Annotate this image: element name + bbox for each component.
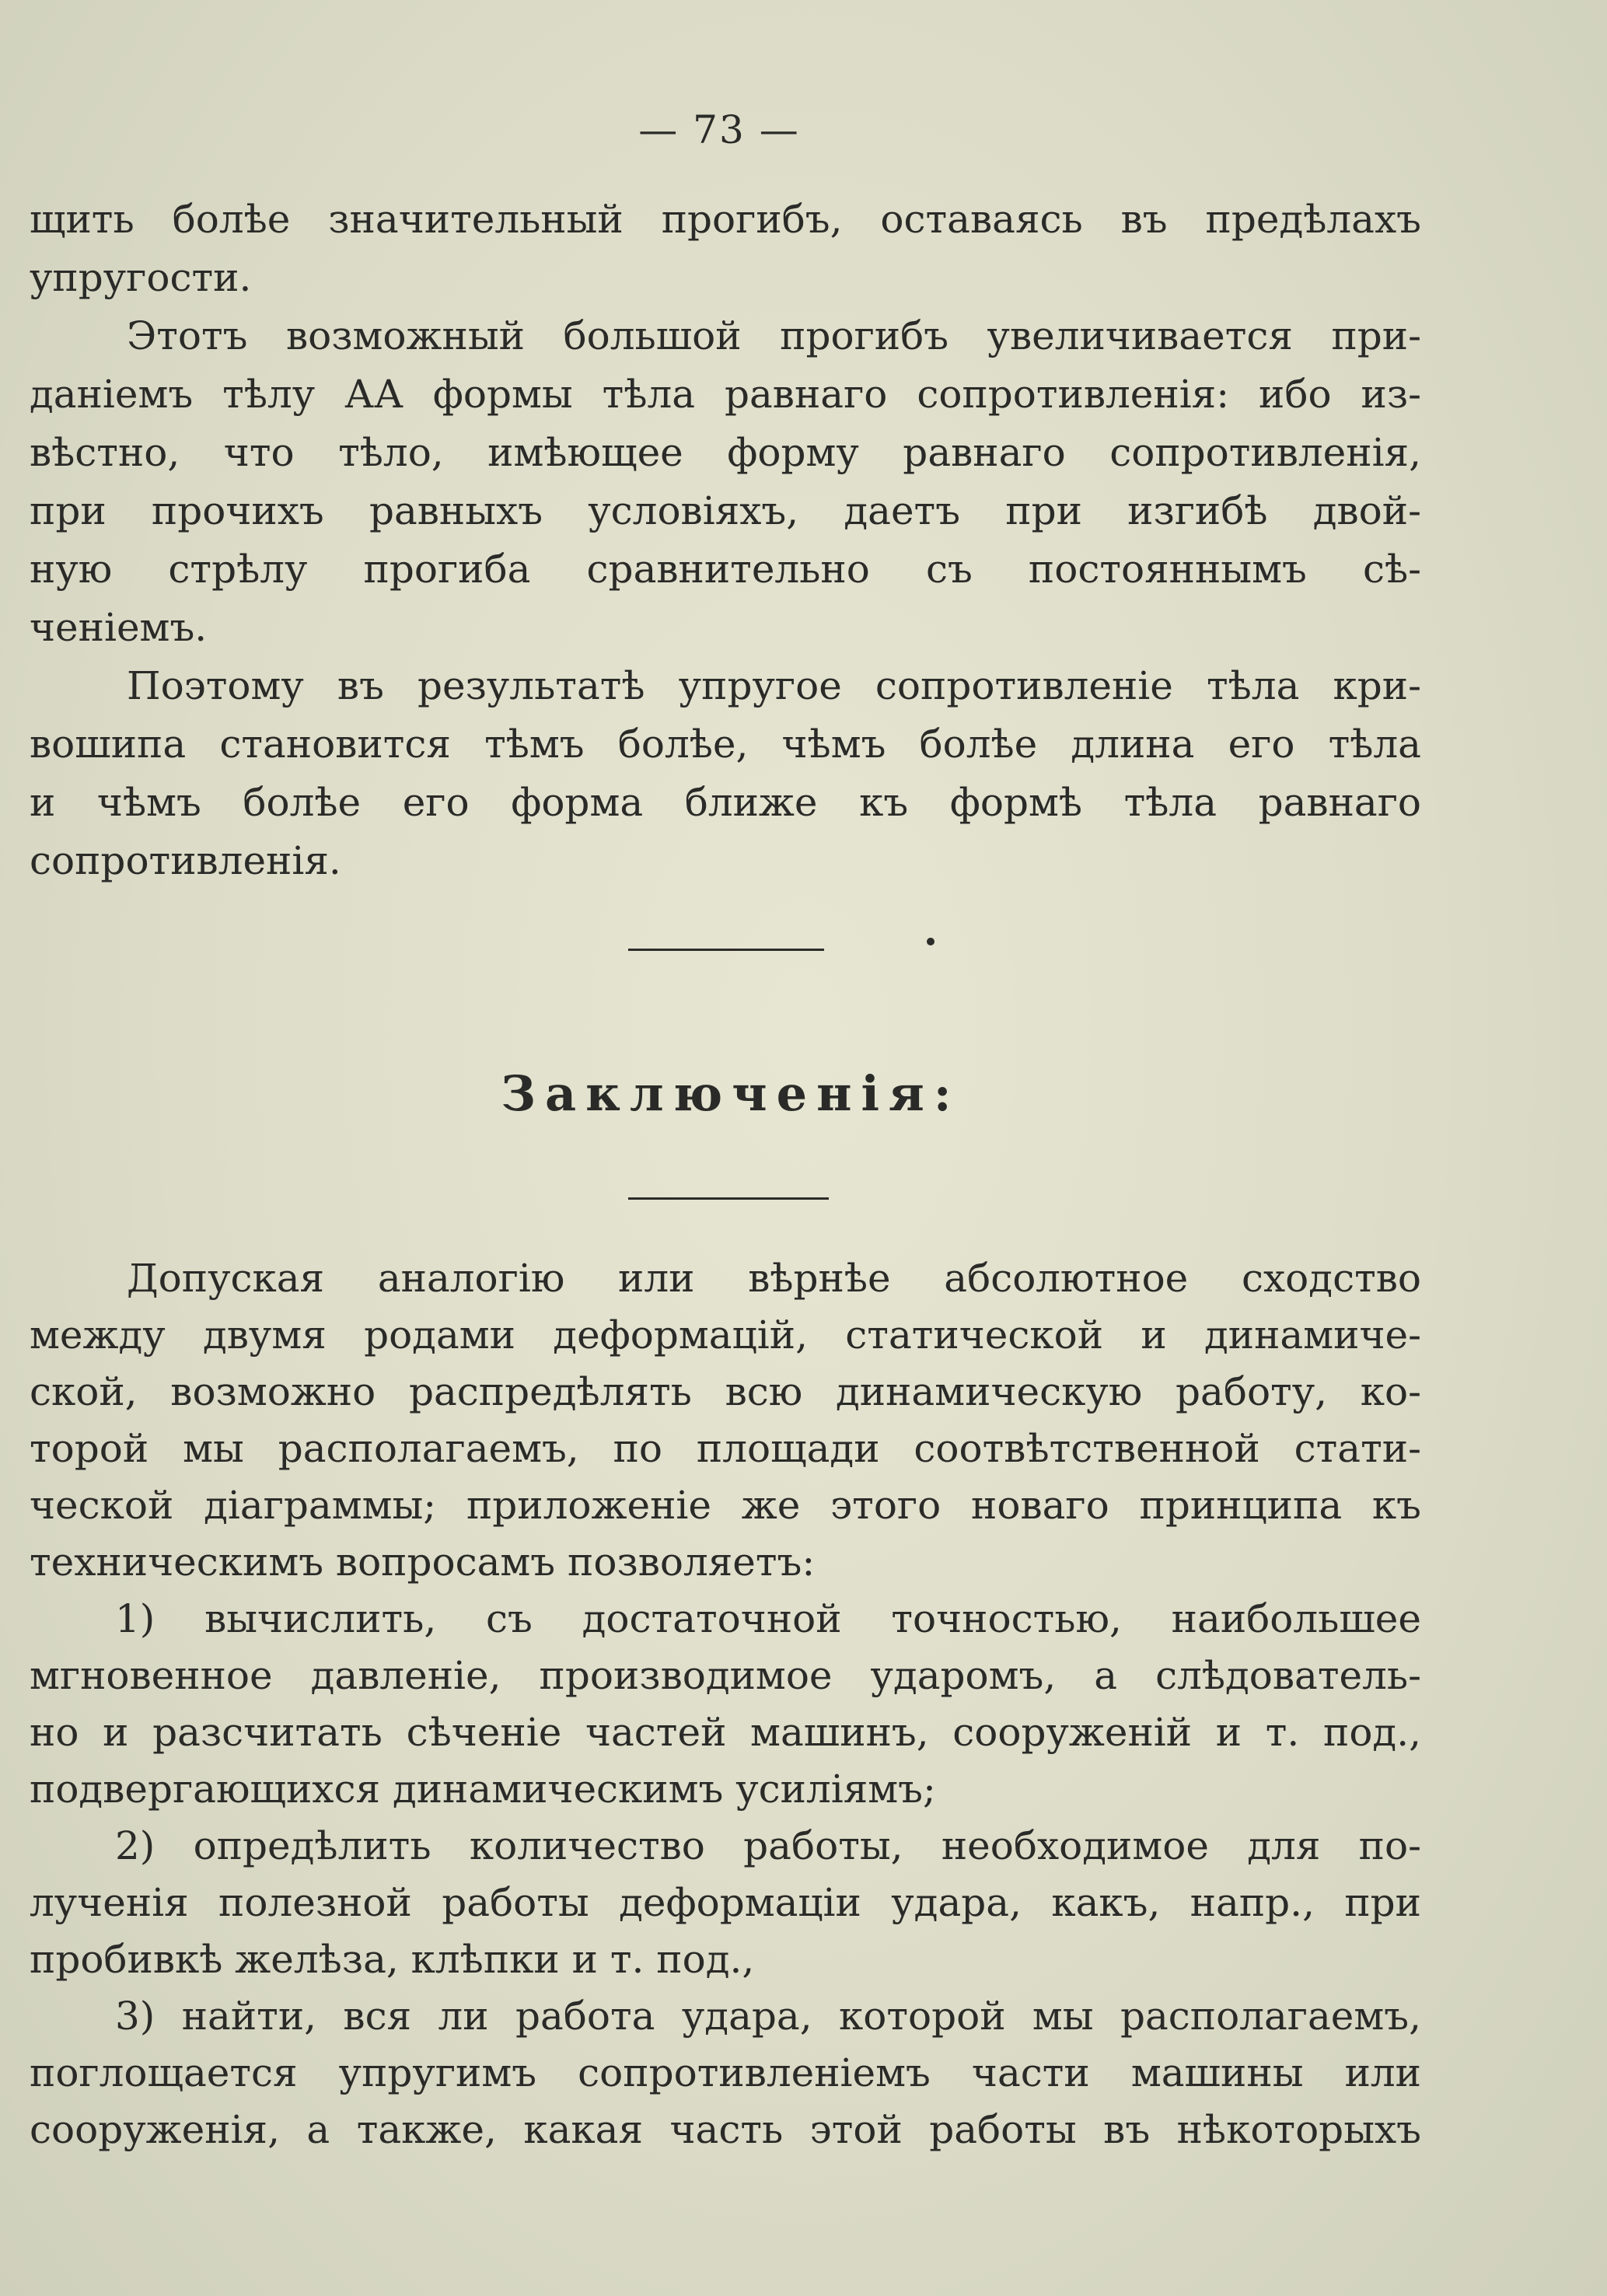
text-line: вошипа становится тѣмъ болѣе, чѣмъ болѣе длина его тѣла — [30, 722, 1421, 767]
text-line: 1) вычислить, съ достаточной точностью, наибольшее — [115, 1596, 1421, 1641]
text-line: Поэтому въ результатѣ упругое сопротивленіе тѣла кри- — [127, 663, 1421, 708]
text-line: даніемъ тѣлу АА формы тѣла равнаго сопротивленія: ибо из- — [30, 372, 1421, 417]
text-line: упругости. — [30, 255, 252, 300]
section-divider — [628, 949, 824, 951]
text-line: при прочихъ равныхъ условіяхъ, даетъ при изгибѣ двой- — [30, 488, 1421, 533]
text-line: и чѣмъ болѣе его форма ближе къ формѣ тѣла равнаго — [30, 780, 1421, 825]
text-line: Этотъ возможный большой прогибъ увеличивается при- — [127, 313, 1421, 358]
text-line: сопротивленія. — [30, 838, 341, 883]
conclusions-text-block — [30, 1250, 1421, 2158]
text-line: ческой діаграммы; приложеніе же этого новаго принципа къ — [30, 1483, 1421, 1528]
text-line: поглощается упругимъ сопротивленіемъ части машины или — [30, 2050, 1421, 2095]
text-line: ную стрѣлу прогиба сравнительно съ постояннымъ сѣ- — [30, 547, 1421, 592]
heading-underline — [628, 1197, 829, 1200]
text-line: мгновенное давленіе, производимое ударомъ, а слѣдователь- — [30, 1653, 1421, 1698]
page-number: — 73 — — [638, 107, 800, 152]
text-line: Допуская аналогію или вѣрнѣе абсолютное сходство — [127, 1256, 1421, 1301]
ink-dot — [927, 938, 935, 945]
text-line: но и разсчитать сѣченіе частей машинъ, сооруженій и т. под., — [30, 1710, 1421, 1755]
text-line: пробивкѣ желѣза, клѣпки и т. под., — [30, 1937, 755, 1982]
text-line: ской, возможно распредѣлять всю динамическую работу, ко- — [30, 1369, 1421, 1414]
section-heading: Заключенія: — [501, 1065, 961, 1122]
text-line: между двумя родами деформацій, статической и динамиче- — [30, 1312, 1421, 1358]
text-line: лученія полезной работы деформаціи удара, какъ, напр., при — [30, 1880, 1421, 1925]
text-line: щить болѣе значительный прогибъ, оставаясь въ предѣлахъ — [30, 197, 1421, 242]
text-line: техническимъ вопросамъ позволяетъ: — [30, 1539, 816, 1585]
text-line: ченіемъ. — [30, 605, 208, 650]
text-line: сооруженія, а также, какая часть этой работы въ нѣкоторыхъ — [30, 2107, 1421, 2152]
text-line: подвергающихся динамическимъ усиліямъ; — [30, 1767, 936, 1812]
text-line: 3) найти, вся ли работа удара, которой мы располагаемъ, — [115, 1994, 1421, 2039]
top-text-block — [30, 190, 1421, 890]
text-line: 2) опредѣлить количество работы, необходимое для по- — [115, 1823, 1421, 1868]
text-line: торой мы располагаемъ, по площади соотвѣтственной стати- — [30, 1426, 1421, 1471]
text-line: вѣстно, что тѣло, имѣющее форму равнаго сопротивленія, — [30, 430, 1421, 475]
